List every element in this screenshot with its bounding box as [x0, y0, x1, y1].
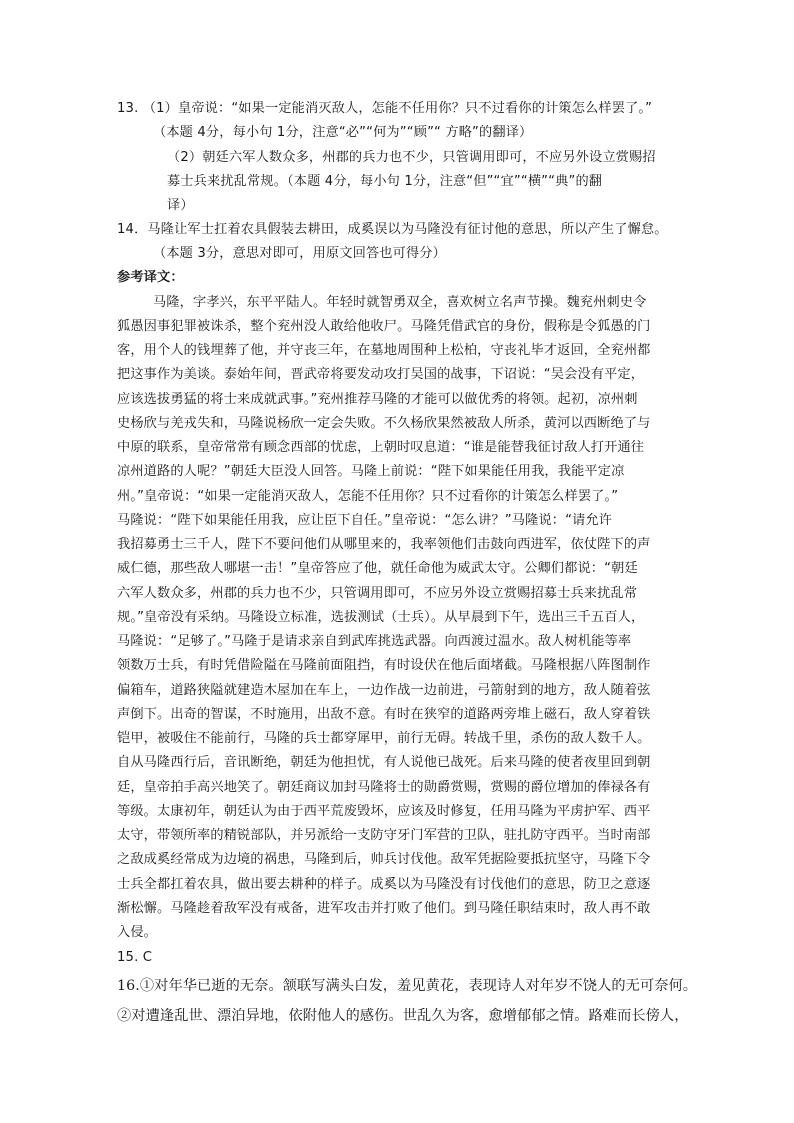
q13-line-4: 募士兵来扰乱常规。（本题 4分，每小句 1分，注意“但”“宜”“横”“典”的翻: [167, 174, 603, 189]
translation-line: 六军人数众多，州郡的兵力也不少，只管调用即可，不应另外设立赏赐招募士兵来扰乱常: [117, 586, 638, 601]
translation-line: 渐松懈。马隆趁着敌军没有戒备，进军攻击并打败了他们。到马隆任职结束时，敌人再不敢: [117, 901, 651, 916]
translation-line: 史杨欣与羌戎失和，马隆说杨欣一定会失败。不久杨欣果然被敌人所杀，黄河以西断绝了与: [117, 416, 651, 431]
translation-line: 威仁德，那些敌人哪堪一击！”皇帝答应了他，就任命他为威武太守。公卿们都说：“朝廷: [117, 561, 638, 576]
translation-line: 狐愚因事犯罪被诛杀，整个兖州没人敢给他收尸。马隆凭借武官的身份，假称是令狐愚的门: [117, 319, 651, 334]
q13-line-1: 13. （1）皇帝说：“如果一定能消灭敌人，怎能不任用你？只不过看你的计策怎么样罢了。”: [117, 101, 653, 116]
translation-line: 偏箱车，道路狭隘就建造木屋加在车上，一边作战一边前进，弓箭射到的地方，敌人随着弦: [117, 683, 651, 698]
translation-line: 等级。太康初年，朝廷认为由于西平荒废毁坏，应该及时修复，任用马隆为平虏护军、西平: [117, 804, 651, 819]
translation-line: 马隆说：“陛下如果能任用我，应让臣下自任。”皇帝说：“怎么讲？”马隆说：“请允许: [117, 513, 613, 528]
translation-line: 中原的联系，皇帝常常有顾念西部的忧虑，上朝时叹息道：“谁是能替我征讨敌人打开通往: [117, 440, 645, 455]
q13-line-5: 译）: [167, 198, 194, 213]
translation-line: 我招募勇士三千人，陛下不要问他们从哪里来的，我率领他们击鼓向西进军，依仗陛下的声: [117, 537, 651, 552]
translation-line: 把这事作为美谈。泰始年间，晋武帝将要发动攻打吴国的战事，下诏说：“吴会没有平定，: [117, 367, 645, 382]
translation-line: 应该选拔勇猛的将士来成就武事。”兖州推荐马隆的才能可以做优秀的将领。起初，凉州刺: [117, 392, 638, 407]
translation-line: 入侵。: [117, 925, 158, 940]
translation-line: 自从马隆西行后，音讯断绝，朝廷为他担忧，有人说他已战死。后来马隆的使者夜里回到朝: [117, 755, 651, 770]
translation-heading: 参考译文：: [117, 270, 184, 285]
translation-line: 马隆，字孝兴，东平平陆人。年轻时就智勇双全，喜欢树立名声节操。魏兖州刺史令: [153, 295, 647, 310]
q16-line-1: 16.①对年华已逝的无奈。颔联写满头白发，羞见黄花，表现诗人对年岁不饶人的无可奈何。: [117, 978, 698, 994]
q15-answer: 15. C: [117, 950, 153, 965]
q13-line-2: （本题 4分，每小句 1分，注意“必”“何为”“顾”“ 方略”的翻译）: [153, 125, 533, 140]
translation-line: 士兵全都扛着农具，做出要去耕种的样子。成奚以为马隆没有讨伐他们的意思，防卫之意逐: [117, 877, 651, 892]
q13-line-3: （2）朝廷六军人数众多，州郡的兵力也不少，只管调用即可，不应另外设立赏赐招: [167, 150, 656, 165]
translation-line: 州。”皇帝说：“如果一定能消灭敌人，怎能不任用你？只不过看你的计策怎么样罢了。”: [117, 489, 619, 504]
q14-line-2: （本题 3分，意思对即可，用原文回答也可得分）: [153, 246, 446, 261]
translation-line: 凉州道路的人呢？”朝廷大臣没人回答。马隆上前说：“陛下如果能任用我，我能平定凉: [117, 464, 625, 479]
q14-line-1: 14．马隆让军士扛着农具假装去耕田，成奚误以为马隆没有征讨他的意思，所以产生了懈怠。: [117, 222, 668, 237]
translation-line: 铠甲，被吸住不能前行，马隆的兵士都穿犀甲，前行无碍。转战千里，杀伤的敌人数千人。: [117, 731, 651, 746]
translation-line: 规。”皇帝没有采纳。马隆设立标准，选拔测试（士兵）。从早晨到下午，选出三千五百人，: [117, 610, 645, 625]
q16-line-2: ②对遭逢乱世、漂泊异地，依附他人的感伤。世乱久为客，愈增郁郁之情。路难而长傍人，: [117, 1008, 689, 1024]
translation-line: 领数万士兵，有时凭借险隘在马隆前面阻挡，有时设伏在他后面堵截。马隆根据八阵图制作: [117, 658, 651, 673]
translation-line: 廷，皇帝拍手高兴地笑了。朝廷商议加封马隆将士的勋爵赏赐，赏赐的爵位增加的俸禄各有: [117, 780, 651, 795]
translation-line: 声倒下。出奇的智谋，不时施用，出敌不意。有时在狭窄的道路两旁堆上磁石，敌人穿着铁: [117, 707, 651, 722]
translation-line: 之敌成奚经常成为边境的祸患，马隆到后，帅兵讨伐他。敌军凭据险要抵抗坚守，马隆下令: [117, 852, 651, 867]
translation-line: 太守，带领所率的精锐部队，并另派给一支防守牙门军营的卫队，驻扎防守西平。当时南部: [117, 828, 651, 843]
translation-line: 马隆说：“足够了。”马隆于是请求亲自到武库挑选武器。向西渡过温水。敌人树机能等率: [117, 634, 632, 649]
translation-line: 客，用个人的钱埋葬了他，并守丧三年，在墓地周围种上松柏，守丧礼毕才返回，全兖州都: [117, 343, 651, 358]
